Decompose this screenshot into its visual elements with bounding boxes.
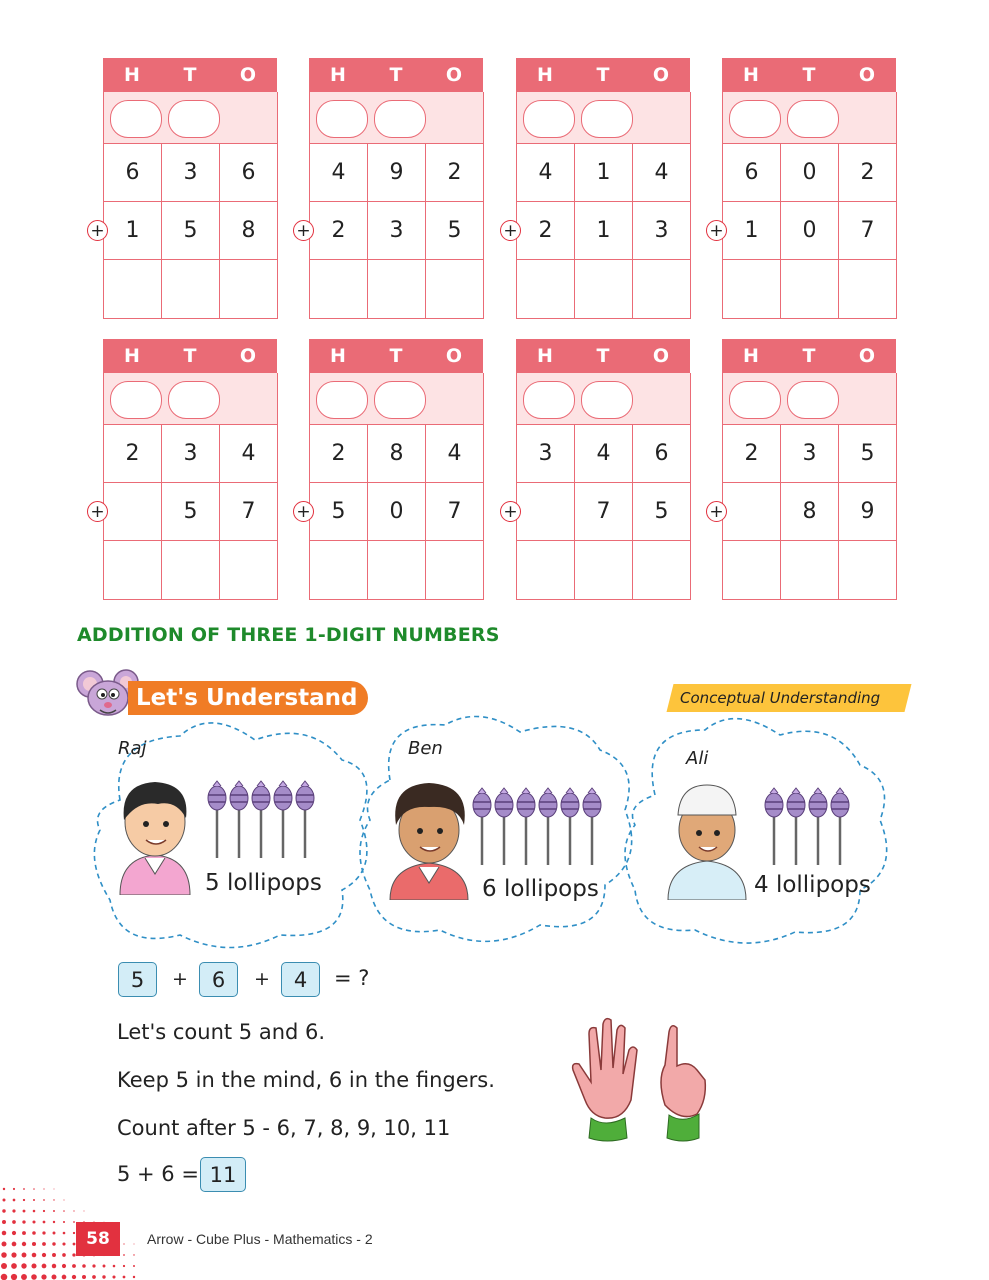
- answer-cell[interactable]: [310, 541, 368, 599]
- hto-table: [516, 339, 691, 601]
- digit-cell: 4: [310, 144, 368, 202]
- plus-circle-icon: +: [87, 501, 108, 522]
- instruction-line-1: Let's count 5 and 6.: [117, 1020, 326, 1044]
- answer-cell[interactable]: [723, 260, 781, 318]
- carry-row: [516, 92, 691, 144]
- hto-table: [103, 339, 278, 601]
- digit-cell: 5: [426, 202, 483, 260]
- kid-name-ali: Ali: [686, 748, 709, 769]
- hto-header-cell: O: [239, 345, 257, 367]
- digit-cell: 2: [310, 425, 368, 483]
- hto-header-cell: H: [537, 345, 553, 367]
- digit-cell: 7: [575, 483, 633, 541]
- carry-row: [722, 92, 897, 144]
- digit-cell: 7: [839, 202, 896, 260]
- digit-cell: 5: [162, 483, 220, 541]
- ben-boy-illustration: [382, 775, 477, 900]
- carry-row: [309, 373, 484, 425]
- digit-cell: 6: [723, 144, 781, 202]
- plus-circle-icon: +: [500, 220, 521, 241]
- carry-oval[interactable]: [523, 100, 575, 138]
- digit-cell: 8: [220, 202, 277, 260]
- digit-cell: 9: [368, 144, 426, 202]
- hto-header-cell: O: [652, 64, 670, 86]
- digit-cell: [517, 483, 575, 541]
- digit-cell: 6: [633, 425, 690, 483]
- counting-hands-illustration: [565, 1010, 725, 1145]
- carry-row: [103, 92, 278, 144]
- digit-cell: 9: [839, 483, 896, 541]
- answer-cell[interactable]: [781, 260, 839, 318]
- hto-table: [309, 58, 484, 320]
- digit-cell: 1: [104, 202, 162, 260]
- hto-header: [722, 58, 896, 92]
- ben-lollipops-label: 6 lollipops: [482, 876, 599, 902]
- hto-header-cell: H: [743, 345, 759, 367]
- hto-header: [309, 339, 483, 373]
- answer-cell[interactable]: [633, 260, 690, 318]
- digit-cell: 4: [220, 425, 277, 483]
- hto-grid: [516, 144, 691, 319]
- lollipop-icon: [296, 781, 314, 858]
- carry-row: [722, 373, 897, 425]
- digit-cell: 2: [839, 144, 896, 202]
- section-title: ADDITION OF THREE 1-DIGIT NUMBERS: [77, 624, 500, 646]
- answer-cell[interactable]: [517, 541, 575, 599]
- lollipop-icon: [539, 788, 557, 865]
- digit-cell: 3: [517, 425, 575, 483]
- digit-cell: 2: [310, 202, 368, 260]
- carry-oval[interactable]: [168, 100, 220, 138]
- hto-header-cell: T: [802, 64, 816, 86]
- answer-cell[interactable]: [426, 541, 483, 599]
- hto-header: [103, 339, 277, 373]
- digit-cell: 5: [633, 483, 690, 541]
- carry-oval[interactable]: [374, 100, 426, 138]
- digit-cell: 4: [517, 144, 575, 202]
- hto-grid: [103, 425, 278, 600]
- hto-header-cell: H: [330, 345, 346, 367]
- digit-cell: 2: [426, 144, 483, 202]
- hto-header-cell: T: [183, 64, 197, 86]
- hto-header-cell: H: [537, 64, 553, 86]
- carry-oval[interactable]: [581, 100, 633, 138]
- digit-cell: 0: [781, 202, 839, 260]
- lollipop-icon: [473, 788, 491, 865]
- plus-sign-1: +: [172, 968, 188, 990]
- answer-cell[interactable]: [839, 541, 896, 599]
- ali-lollipops-label: 4 lollipops: [754, 872, 871, 898]
- digit-cell: 2: [104, 425, 162, 483]
- digit-cell: 0: [781, 144, 839, 202]
- hto-header-cell: T: [802, 345, 816, 367]
- equals-question: = ?: [334, 966, 370, 990]
- digit-cell: 3: [633, 202, 690, 260]
- plus-circle-icon: +: [293, 501, 314, 522]
- answer-cell[interactable]: [220, 260, 277, 318]
- carry-oval[interactable]: [787, 381, 839, 419]
- digit-cell: 5: [839, 425, 896, 483]
- hto-header-cell: H: [124, 64, 140, 86]
- carry-oval[interactable]: [787, 100, 839, 138]
- carry-oval[interactable]: [316, 381, 368, 419]
- hto-header: [516, 58, 690, 92]
- carry-oval[interactable]: [374, 381, 426, 419]
- digit-cell: 1: [723, 202, 781, 260]
- digit-cell: 8: [781, 483, 839, 541]
- hto-table: [516, 58, 691, 320]
- hto-header: [309, 58, 483, 92]
- carry-oval[interactable]: [729, 100, 781, 138]
- answer-cell[interactable]: [104, 260, 162, 318]
- answer-cell[interactable]: [368, 260, 426, 318]
- answer-cell[interactable]: [426, 260, 483, 318]
- result-box: 11: [200, 1157, 246, 1192]
- digit-cell: 6: [220, 144, 277, 202]
- digit-cell: 0: [368, 483, 426, 541]
- digit-cell: 1: [575, 202, 633, 260]
- addend-box-1: 5: [118, 962, 157, 997]
- digit-cell: 7: [220, 483, 277, 541]
- kid-name-ben: Ben: [408, 738, 443, 759]
- raj-boy-illustration: [110, 770, 200, 895]
- carry-oval[interactable]: [168, 381, 220, 419]
- digit-cell: 3: [162, 425, 220, 483]
- lets-understand-banner: Let's Understand: [128, 681, 368, 715]
- addend-box-2: 6: [199, 962, 238, 997]
- answer-cell[interactable]: [839, 260, 896, 318]
- conceptual-understanding-tag: Conceptual Understanding: [680, 689, 881, 707]
- hto-grid: [309, 144, 484, 319]
- page-number: 58: [76, 1222, 120, 1256]
- carry-oval[interactable]: [581, 381, 633, 419]
- answer-cell[interactable]: [220, 541, 277, 599]
- carry-row: [516, 373, 691, 425]
- answer-cell[interactable]: [162, 260, 220, 318]
- hto-grid: [309, 425, 484, 600]
- raj-lollipops-icon: [205, 778, 320, 860]
- digit-cell: 4: [633, 144, 690, 202]
- lollipop-icon: [230, 781, 248, 858]
- plus-circle-icon: +: [87, 220, 108, 241]
- lollipop-icon: [252, 781, 270, 858]
- answer-cell[interactable]: [781, 541, 839, 599]
- hto-header: [516, 339, 690, 373]
- answer-cell[interactable]: [575, 541, 633, 599]
- hto-table: [722, 58, 897, 320]
- plus-circle-icon: +: [293, 220, 314, 241]
- ali-lollipops-icon: [762, 785, 862, 867]
- hto-header-cell: T: [183, 345, 197, 367]
- footer-text: Arrow - Cube Plus - Mathematics - 2: [147, 1231, 373, 1247]
- hto-header-cell: O: [652, 345, 670, 367]
- carry-oval[interactable]: [523, 381, 575, 419]
- digit-cell: 4: [426, 425, 483, 483]
- lollipop-icon: [583, 788, 601, 865]
- plus-circle-icon: +: [500, 501, 521, 522]
- lollipop-icon: [274, 781, 292, 858]
- digit-cell: 2: [723, 425, 781, 483]
- hto-header-cell: T: [596, 345, 610, 367]
- carry-oval[interactable]: [110, 381, 162, 419]
- digit-cell: [723, 483, 781, 541]
- digit-cell: 2: [517, 202, 575, 260]
- digit-cell: 8: [368, 425, 426, 483]
- digit-cell: 3: [781, 425, 839, 483]
- hto-header-cell: O: [858, 345, 876, 367]
- hto-grid: [722, 144, 897, 319]
- answer-cell[interactable]: [104, 541, 162, 599]
- plus-circle-icon: +: [706, 220, 727, 241]
- addend-box-3: 4: [281, 962, 320, 997]
- digit-cell: [104, 483, 162, 541]
- ali-boy-illustration: [662, 775, 752, 900]
- answer-cell[interactable]: [162, 541, 220, 599]
- hto-header: [103, 58, 277, 92]
- hto-table: [722, 339, 897, 601]
- kid-name-raj: Raj: [118, 738, 147, 759]
- lollipop-icon: [517, 788, 535, 865]
- plus-sign-2: +: [254, 968, 270, 990]
- digit-cell: 3: [162, 144, 220, 202]
- carry-oval[interactable]: [729, 381, 781, 419]
- lollipop-icon: [765, 788, 783, 865]
- lollipop-icon: [561, 788, 579, 865]
- carry-row: [103, 373, 278, 425]
- hto-header: [722, 339, 896, 373]
- lollipop-icon: [831, 788, 849, 865]
- hto-header-cell: O: [239, 64, 257, 86]
- carry-row: [309, 92, 484, 144]
- instruction-line-2: Keep 5 in the mind, 6 in the fingers.: [117, 1068, 495, 1092]
- hto-header-cell: H: [743, 64, 759, 86]
- ben-lollipops-icon: [470, 785, 610, 867]
- hto-header-cell: T: [389, 64, 403, 86]
- lollipop-icon: [787, 788, 805, 865]
- hto-table: [309, 339, 484, 601]
- hto-grid: [722, 425, 897, 600]
- hto-header-cell: T: [389, 345, 403, 367]
- hto-grid: [103, 144, 278, 319]
- digit-cell: 1: [575, 144, 633, 202]
- digit-cell: 7: [426, 483, 483, 541]
- instruction-line-3: Count after 5 - 6, 7, 8, 9, 10, 11: [117, 1116, 451, 1140]
- hto-grid: [516, 425, 691, 600]
- digit-cell: 4: [575, 425, 633, 483]
- hto-table: [103, 58, 278, 320]
- hto-header-cell: H: [124, 345, 140, 367]
- carry-oval[interactable]: [110, 100, 162, 138]
- hto-header-cell: O: [445, 345, 463, 367]
- hto-header-cell: T: [596, 64, 610, 86]
- result-expression: 5 + 6 =: [117, 1162, 199, 1186]
- lollipop-icon: [809, 788, 827, 865]
- answer-cell[interactable]: [575, 260, 633, 318]
- digit-cell: 5: [310, 483, 368, 541]
- answer-cell[interactable]: [310, 260, 368, 318]
- digit-cell: 5: [162, 202, 220, 260]
- answer-cell[interactable]: [517, 260, 575, 318]
- raj-lollipops-label: 5 lollipops: [205, 870, 322, 896]
- answer-cell[interactable]: [633, 541, 690, 599]
- lollipop-icon: [495, 788, 513, 865]
- hto-header-cell: O: [858, 64, 876, 86]
- plus-circle-icon: +: [706, 501, 727, 522]
- digit-cell: 3: [368, 202, 426, 260]
- hto-header-cell: H: [330, 64, 346, 86]
- answer-cell[interactable]: [723, 541, 781, 599]
- hto-header-cell: O: [445, 64, 463, 86]
- digit-cell: 6: [104, 144, 162, 202]
- carry-oval[interactable]: [316, 100, 368, 138]
- answer-cell[interactable]: [368, 541, 426, 599]
- lollipop-icon: [208, 781, 226, 858]
